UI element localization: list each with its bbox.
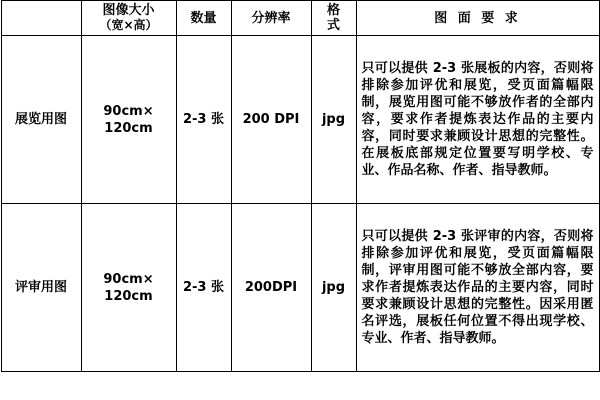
row-resolution-review: 200DPI — [231, 204, 311, 372]
row-format-review: jpg — [311, 204, 356, 372]
header-cell-requirement: 图 面 要 求 — [356, 1, 599, 36]
header-cell-format: 格 式 — [311, 1, 356, 36]
header-cell-category — [1, 1, 81, 36]
row-count-review: 2-3 张 — [176, 204, 231, 372]
header-cell-count: 数量 — [176, 1, 231, 36]
table-header-row — [1, 1, 599, 36]
size-line-2: 120cm — [104, 120, 153, 136]
row-category-exhibition: 展览用图 — [1, 36, 81, 204]
size-line-1: 90cm× — [103, 271, 154, 287]
table-row — [1, 36, 599, 204]
specification-table — [1, 0, 600, 372]
row-size-exhibition — [81, 36, 176, 204]
header-size-label: 图像大小 — [102, 3, 155, 18]
table-row — [1, 204, 599, 372]
size-line-1: 90cm× — [103, 103, 154, 119]
header-size-sublabel: （宽×高） — [99, 18, 158, 32]
header-cell-size — [81, 1, 176, 36]
size-line-2: 120cm — [104, 288, 153, 304]
row-format-exhibition: jpg — [311, 36, 356, 204]
header-cell-resolution: 分辨率 — [231, 1, 311, 36]
row-requirement-exhibition: 只可以提供 2-3 张展板的内容，否则将排除参加评优和展览，受页面篇幅限制，展览用图可能不够放作者的全部内容，要求作者提炼表达作品的主要内容，同时要求兼顾设计思想的完整性。在展板底部规定位置要写明学校、专业、作品名称、作者、指导教师。 — [356, 36, 599, 204]
row-resolution-exhibition: 200 DPI — [231, 36, 311, 204]
row-count-exhibition: 2-3 张 — [176, 36, 231, 204]
row-size-review — [81, 204, 176, 372]
row-requirement-review: 只可以提供 2-3 张评审的内容，否则将排除参加评优和展览，受页面篇幅限制，评审用图可能不够放全部内容，要求作者提炼表达作品的主要内容，同时要求兼顾设计思想的完整性。因采用匿名评选，展板任何位置不得出现学校、专业、作者、指导教师。 — [356, 204, 599, 372]
row-category-review: 评审用图 — [1, 204, 81, 372]
